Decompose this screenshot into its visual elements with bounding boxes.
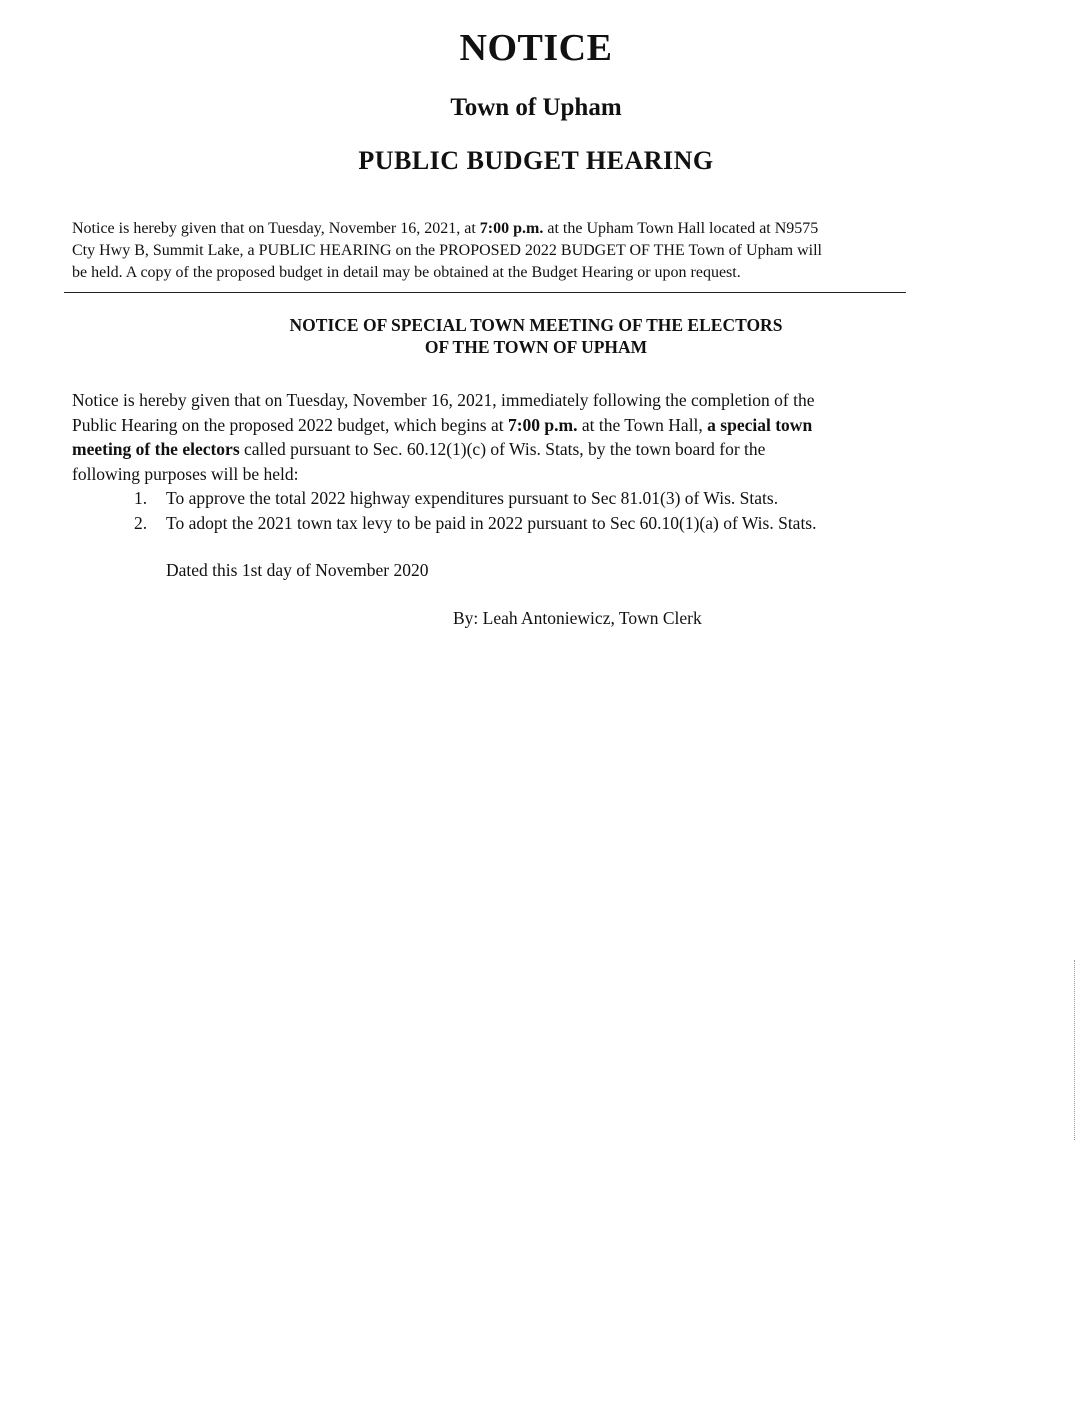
hearing-notice-paragraph xyxy=(72,218,990,284)
scan-edge-mark xyxy=(1074,960,1075,1140)
purposes-list xyxy=(134,486,817,536)
list-item-text: To adopt the 2021 town tax levy to be paid in 2022 pursuant to Sec 60.10(1)(a) of Wis. Stats. xyxy=(166,513,817,533)
hearing-time: 7:00 p.m. xyxy=(479,220,544,237)
hearing-notice-text: Notice is hereby given that on Tuesday, November 16, 2021, at xyxy=(72,220,480,237)
list-item xyxy=(134,511,817,536)
hearing-title: PUBLIC BUDGET HEARING xyxy=(358,146,714,175)
meeting-heading-line-1: NOTICE OF SPECIAL TOWN MEETING OF THE ELECTORS xyxy=(289,315,783,335)
meeting-emphasis: a special town xyxy=(707,414,813,435)
section-divider xyxy=(64,292,906,293)
meeting-time: 7:00 p.m. xyxy=(507,414,578,435)
hearing-notice-line-1 xyxy=(72,218,990,240)
hearing-notice-line-2: Cty Hwy B, Summit Lake, a PUBLIC HEARING on the PROPOSED 2022 BUDGET OF THE Town of Upham will xyxy=(72,242,822,259)
meeting-notice-line-4: following purposes will be held: xyxy=(72,463,299,484)
page-title: NOTICE xyxy=(459,27,613,69)
meeting-notice-line-2 xyxy=(72,413,982,438)
meeting-heading-line-2: OF THE TOWN OF UPHAM xyxy=(424,337,648,357)
meeting-notice-line-3 xyxy=(72,437,982,462)
list-item xyxy=(134,486,817,511)
meeting-heading xyxy=(0,314,1072,358)
list-item-number: 1. xyxy=(134,488,148,508)
hearing-location-text: at the Upham Town Hall located at N9575 xyxy=(543,220,819,237)
list-item-number: 2. xyxy=(134,513,148,533)
meeting-notice-line-1: Notice is hereby given that on Tuesday, November 16, 2021, immediately following the completion of the xyxy=(72,390,815,410)
meeting-text: Public Hearing on the proposed 2022 budget, which begins at xyxy=(72,414,508,435)
list-item-text: To approve the total 2022 highway expenditures pursuant to Sec 81.01(3) of Wis. Stats. xyxy=(166,488,779,508)
meeting-notice-paragraph xyxy=(72,388,982,486)
dated-line: Dated this 1st day of November 2020 xyxy=(166,560,429,580)
meeting-emphasis-cont: meeting of the electors xyxy=(72,439,240,459)
meeting-location-text: at the Town Hall, xyxy=(577,414,708,435)
hearing-notice-line-3: be held. A copy of the proposed budget in detail may be obtained at the Budget Hearing or upon request. xyxy=(72,264,741,281)
town-name: Town of Upham xyxy=(450,94,622,121)
meeting-statute-text: called pursuant to Sec. 60.12(1)(c) of Wis. Stats, by the town board for the xyxy=(239,439,766,459)
signature-line: By: Leah Antoniewicz, Town Clerk xyxy=(453,608,702,628)
